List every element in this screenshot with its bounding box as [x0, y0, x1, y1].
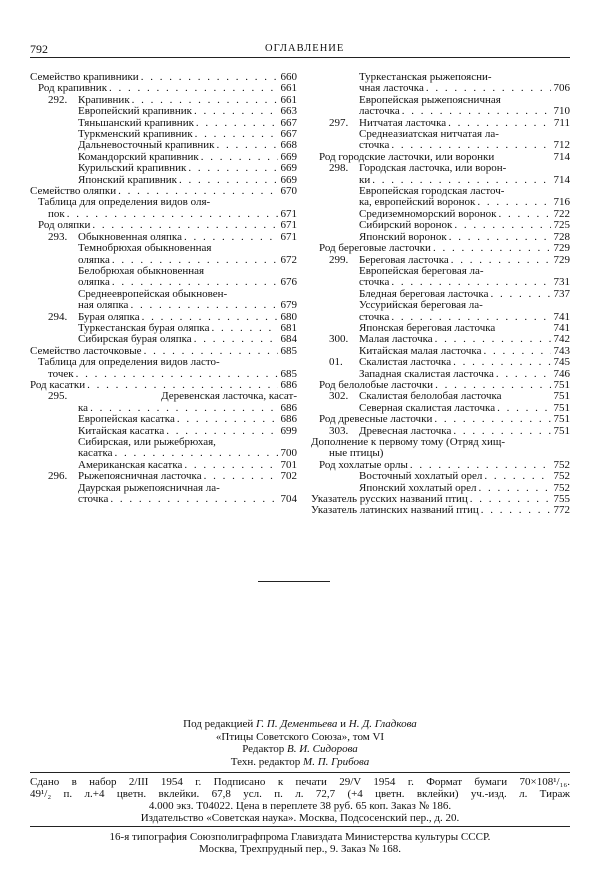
section-divider: [258, 581, 330, 582]
toc-entry-title: Тяньшанский крапивник: [78, 116, 194, 129]
dot-leader: [109, 83, 278, 94]
toc-entry-title: Указатель русских названий птиц: [311, 493, 468, 506]
toc-entry-title: ка: [78, 401, 89, 414]
toc-entry-page: 729: [553, 253, 570, 266]
toc-entry-title: Род хохлатые орлы: [319, 458, 408, 471]
toc-entry-page: 752: [553, 481, 570, 494]
toc-entry-number: 292.: [48, 93, 68, 106]
credits-editor-line: Редактор В. И. Сидорова: [242, 743, 358, 756]
dot-leader: [484, 471, 551, 482]
toc-entry-page: 671: [280, 219, 297, 232]
dot-leader: [496, 369, 551, 380]
toc-entry-title: точек: [48, 367, 74, 380]
toc-entry-page: 669: [280, 162, 297, 175]
toc-entry-title: пок: [48, 207, 65, 220]
toc-entry-page: 714: [553, 173, 570, 186]
toc-entry: [30, 391, 297, 402]
toc-entry-title: Европейская береговая ла-: [359, 264, 484, 277]
dot-leader: [204, 471, 278, 482]
toc-entry-page: 711: [553, 116, 570, 129]
header-rule: [30, 57, 570, 58]
toc-entry: [30, 289, 297, 300]
toc-entry-title: Курильский крапивник: [78, 162, 187, 175]
toc-entry-page: 702: [280, 470, 297, 483]
toc-entry-page: 751: [553, 390, 570, 403]
toc-entry-title: Белобрюхая обыкновенная: [78, 264, 205, 277]
toc-entry-page: 751: [553, 424, 570, 437]
toc-entry-title: Темнобрюхая обыкновенная: [78, 242, 212, 255]
toc-entry-title: Деревенская ласточка, касат-: [161, 390, 297, 403]
toc-entry-title: Малая ласточка: [359, 333, 433, 346]
toc-entry-title: чная ласточка: [359, 82, 424, 95]
imprint-line: 49¹/₂ п. л.+4 цветн. вклейки. 67,8 усл. п. л. 72,7 (+4 цветн. вклейки) уч.-изд. л. Тираж: [30, 788, 570, 800]
dot-leader: [188, 163, 278, 174]
imprint-line: Сдано в набор 2/III 1954 г. Подписано к печати 29/V 1954 г. Формат бумаги 70×108¹/₁₆.: [30, 776, 570, 788]
toc-entry-title: Среднеевропейская обыкновен-: [78, 287, 228, 300]
toc-entry-title: Городская ласточка, или ворон-: [359, 162, 507, 175]
toc-entry-page: 731: [553, 276, 570, 289]
toc-entry-number: 297.: [329, 116, 349, 129]
dot-leader: [201, 152, 278, 163]
toc-entry-page: 686: [280, 401, 297, 414]
toc-entry-title: Европейская касатка: [78, 413, 175, 426]
toc-entry-title: Древесная ласточка: [359, 424, 452, 437]
toc-entry-title: Нитчатая ласточка: [359, 116, 447, 129]
toc-entry-page: 663: [280, 105, 297, 118]
dot-leader: [110, 494, 278, 505]
toc-entry: [30, 197, 297, 208]
toc-entry: [311, 277, 570, 288]
toc-entry: [30, 277, 297, 288]
toc-entry-page: 772: [553, 504, 570, 517]
toc-entry: [311, 72, 570, 83]
toc-entry: [311, 323, 570, 334]
toc-entry: [311, 266, 570, 277]
toc-entry-title: Восточный хохлатый орел: [359, 470, 483, 483]
toc-entry-page: 685: [280, 344, 297, 357]
toc-entry-title: Европейская городская ласточ-: [359, 185, 505, 198]
toc-entry-page: 660: [280, 71, 297, 83]
toc-entry-title: Западная скалистая ласточка: [359, 367, 494, 380]
dot-leader: [491, 289, 552, 300]
dot-leader: [449, 232, 551, 243]
dot-leader: [481, 505, 551, 516]
toc-entry-number: 293.: [48, 230, 68, 243]
toc-left-column: [30, 72, 297, 505]
toc-entry-title: Сибирский воронок: [359, 219, 453, 232]
toc-entry-page: 737: [553, 287, 570, 300]
toc-entry: [30, 437, 297, 448]
toc-entry-title: ка, европейский воронок: [359, 196, 476, 209]
toc-entry-title: Род древесные ласточки: [319, 413, 433, 426]
toc-entry-page: 751: [553, 401, 570, 414]
toc-entry-title: Китайская малая ласточка: [359, 344, 482, 357]
dot-leader: [497, 403, 551, 414]
toc-entry-title: Японский воронок: [359, 230, 447, 243]
toc-entry-title: Семейство оляпки: [30, 185, 117, 198]
toc-entry: [311, 220, 570, 231]
toc-entry-page: 752: [553, 458, 570, 471]
dot-leader: [130, 300, 278, 311]
toc-entry-page: 741: [553, 321, 570, 334]
toc-entry: [311, 129, 570, 140]
toc-entry-title: Семейство ласточковые: [30, 344, 142, 357]
toc-entry-page: 686: [280, 413, 297, 426]
dot-leader: [433, 243, 551, 254]
dot-leader: [478, 483, 551, 494]
toc-entry: [311, 357, 570, 368]
toc-entry-number: 303.: [329, 424, 349, 437]
toc-entry-title: ные птицы): [329, 447, 384, 460]
toc-entry-page: 661: [280, 82, 297, 95]
imprint-line: Издательство «Советская наука». Москва, Подсосенский пер., д. 20.: [140, 812, 460, 824]
dot-leader: [177, 414, 278, 425]
toc-entry: [30, 471, 297, 482]
toc-entry-title: Рыжепоясничная ласточка: [78, 470, 202, 483]
toc-entry-page: 745: [553, 356, 570, 369]
toc-entry: [311, 471, 570, 482]
dot-leader: [194, 334, 278, 345]
toc-entry: [30, 243, 297, 254]
toc-entry: [311, 505, 570, 516]
dot-leader: [453, 357, 551, 368]
toc-entry-title: Бледная береговая ласточка: [359, 287, 489, 300]
dot-leader: [112, 277, 278, 288]
toc-entry: [311, 163, 570, 174]
dot-leader: [402, 106, 551, 117]
toc-entry-title: Таблица для определения видов оля-: [38, 196, 211, 209]
toc-entry-page: 710: [553, 105, 570, 118]
dot-leader: [179, 175, 278, 186]
toc-entry: [30, 414, 297, 425]
printer-info: [30, 831, 570, 855]
toc-entry-title: Род городские ласточки, или воронки: [319, 150, 495, 163]
toc-entry: [311, 106, 570, 117]
toc-entry-title: Бурая оляпка: [78, 310, 140, 323]
running-title: ОГЛАВЛЕНИЕ: [265, 43, 345, 54]
toc-entry-number: 295.: [48, 390, 68, 403]
page-number: 792: [30, 42, 48, 56]
toc-entry-title: Европейская рыжепоясничная: [359, 93, 501, 106]
toc-entry-title: Указатель латинских названий птиц: [311, 504, 479, 517]
toc-entry-page: 686: [280, 378, 297, 391]
toc-entry-page: 667: [280, 128, 297, 141]
toc-entry-number: 294.: [48, 310, 68, 323]
dot-leader: [141, 72, 278, 83]
toc-entry-page: 671: [280, 230, 297, 243]
toc-entry-page: 725: [553, 219, 570, 232]
toc-entry-title: Род береговые ласточки: [319, 242, 431, 255]
toc-entry-title: Береговая ласточка: [359, 253, 449, 266]
toc-entry-page: 680: [280, 310, 297, 323]
toc-entry: [311, 414, 570, 425]
toc-entry-title: Дополнение к первому тому (Отряд хищ-: [311, 436, 506, 448]
toc-entry-title: Даурская рыжепоясничная ла-: [78, 481, 220, 494]
toc-entry-title: Туркестанская рыжепоясни-: [359, 71, 492, 83]
toc-entry-title: Туркестанская бурая оляпка: [78, 321, 210, 334]
toc-entry-page: 700: [280, 447, 297, 460]
dot-leader: [454, 220, 551, 231]
dot-leader: [217, 140, 278, 151]
toc-entry-title: Сибирская бурая оляпка: [78, 333, 192, 346]
toc-entry-number: 299.: [329, 253, 349, 266]
toc-entry-page: 699: [280, 424, 297, 437]
toc-entry-number: 296.: [48, 470, 68, 483]
toc-entry-number: 01.: [329, 356, 343, 369]
toc-entry-title: сточка: [359, 276, 390, 289]
toc-entry-page: 741: [553, 310, 570, 323]
toc-entry-page: 684: [280, 333, 297, 346]
toc-entry-title: Китайская касатка: [78, 424, 165, 437]
toc-entry: [30, 220, 297, 231]
toc-entry: [30, 266, 297, 277]
credits-editors-line: Под редакцией Г. П. Дементьева и Н. Д. Гладкова: [183, 718, 417, 730]
toc-entry-title: Европейский крапивник: [78, 105, 192, 118]
toc-entry-page: 751: [553, 378, 570, 391]
toc-entry-title: Семейство крапивники: [30, 71, 139, 83]
toc-entry-page: 751: [553, 413, 570, 426]
editorial-credits: [0, 718, 600, 769]
toc-entry-page: 716: [553, 196, 570, 209]
toc-entry-page: 729: [553, 242, 570, 255]
toc-entry-page: 743: [553, 344, 570, 357]
toc-entry-title: касатка: [78, 447, 113, 460]
toc-entry-page: 679: [280, 299, 297, 312]
dot-leader: [434, 414, 551, 425]
toc-entry: [30, 300, 297, 311]
toc-entry-title: Обыкновенная оляпка: [78, 230, 182, 243]
toc-entry-title: Американская касатка: [78, 458, 183, 471]
toc-entry-title: Дальневосточный крапивник: [78, 139, 215, 152]
toc-entry-title: Уссурийская береговая ла-: [359, 299, 483, 312]
toc-entry: [30, 357, 297, 368]
toc-entry-title: ки: [359, 173, 371, 186]
toc-entry-number: 298.: [329, 162, 349, 175]
page-header: [0, 42, 600, 62]
toc-entry-title: ласточка: [359, 105, 400, 118]
toc-entry-page: 704: [280, 493, 297, 506]
dot-leader: [391, 277, 551, 288]
toc-entry-page: 670: [280, 185, 297, 198]
toc-entry: [311, 243, 570, 254]
toc-entry: [311, 300, 570, 311]
toc-entry-title: Среднеазиатская нитчатая ла-: [359, 128, 499, 141]
toc-entry-title: ная оляпка: [78, 299, 129, 312]
toc-entry-title: сточка: [78, 493, 109, 506]
toc-entry: [311, 95, 570, 106]
toc-entry-page: 742: [553, 333, 570, 346]
toc-entry-page: 712: [553, 139, 570, 152]
toc-entry-title: Командорский крапивник: [78, 150, 199, 163]
toc-entry-title: сточка: [359, 139, 390, 152]
toc-entry-page: 701: [280, 458, 297, 471]
dot-leader: [196, 118, 278, 129]
printer-line: 16-я типография Союзполиграфпрома Главиздата Министерства культуры СССР.: [109, 831, 491, 843]
dot-leader: [470, 494, 551, 505]
toc-entry-page: 714: [553, 150, 570, 163]
toc-entry-page: 672: [280, 253, 297, 266]
toc-entry-page: 667: [280, 116, 297, 129]
credits-series-line: «Птицы Советского Союза», том VI: [215, 730, 385, 743]
dot-leader: [76, 369, 278, 380]
toc-entry-page: 685: [280, 367, 297, 380]
toc-entry-title: Японская береговая ласточка: [359, 321, 496, 334]
toc-entry: [30, 106, 297, 117]
toc-entry-page: 676: [280, 276, 297, 289]
toc-entry-title: Скалистая белолобая ласточка: [359, 390, 502, 403]
toc-entry-title: оляпка: [78, 276, 110, 289]
toc-entry: [30, 83, 297, 94]
dot-leader: [483, 346, 551, 357]
dot-leader: [194, 106, 278, 117]
toc-entry-page: 746: [553, 367, 570, 380]
toc-entry-page: 681: [280, 321, 297, 334]
toc-entry-title: Туркменский крапивник: [78, 128, 193, 141]
dot-leader: [498, 209, 551, 220]
dot-leader: [92, 220, 278, 231]
toc-entry-page: 669: [280, 173, 297, 186]
toc-entry-title: Крапивник: [78, 93, 130, 106]
credits-tech-editor-line: Техн. редактор М. П. Грибова: [230, 756, 370, 769]
imprint-top-rule: [30, 772, 570, 773]
toc-entry-title: Японский хохлатый орел: [359, 481, 477, 494]
toc-entry-page: 671: [280, 207, 297, 220]
toc-right-column: [311, 72, 570, 517]
toc-entry-title: Род касатки: [30, 378, 86, 391]
toc-entry-title: Скалистая ласточка: [359, 356, 452, 369]
toc-entry-title: Род белолобые ласточки: [319, 378, 434, 391]
toc-entry-title: Северная скалистая ласточка: [359, 401, 496, 414]
toc-entry-number: 300.: [329, 333, 349, 346]
toc-entry-title: Род крапивник: [38, 82, 108, 95]
toc-entry-title: Японский крапивник: [78, 173, 178, 186]
toc-entry-page: 728: [553, 230, 570, 243]
toc-entry-number: 302.: [329, 390, 349, 403]
imprint-line: 4.000 экз. Т04022. Цена в переплете 38 руб. 65 коп. Заказ № 186.: [148, 800, 452, 812]
toc-entry-page: 668: [280, 139, 297, 152]
toc-entry: [30, 494, 297, 505]
toc-entry-page: 755: [553, 493, 570, 506]
toc-entry-page: 661: [280, 93, 297, 106]
dot-leader: [211, 323, 278, 334]
toc-entry-title: Таблица для определения видов ласто-: [38, 356, 220, 369]
toc-entry-page: 752: [553, 470, 570, 483]
imprint-block: [30, 770, 570, 830]
toc-entry: [30, 163, 297, 174]
toc-entry-title: оляпка: [78, 253, 110, 266]
toc-entry-title: Сибирская, или рыжебрюхая,: [78, 436, 216, 448]
toc-entry-page: 706: [553, 82, 570, 95]
toc-entry: [30, 483, 297, 494]
toc-entry-title: Средиземноморский воронок: [359, 207, 497, 220]
toc-entry-title: сточка: [359, 310, 390, 323]
toc-entry-title: Род оляпки: [38, 219, 91, 232]
printer-line: Москва, Трехпрудный пер., 9. Заказ № 168.: [198, 843, 402, 855]
imprint-bottom-rule: [30, 826, 570, 827]
toc-entry-page: 722: [553, 207, 570, 220]
toc-entry-page: 669: [280, 150, 297, 163]
dot-leader: [67, 209, 278, 220]
